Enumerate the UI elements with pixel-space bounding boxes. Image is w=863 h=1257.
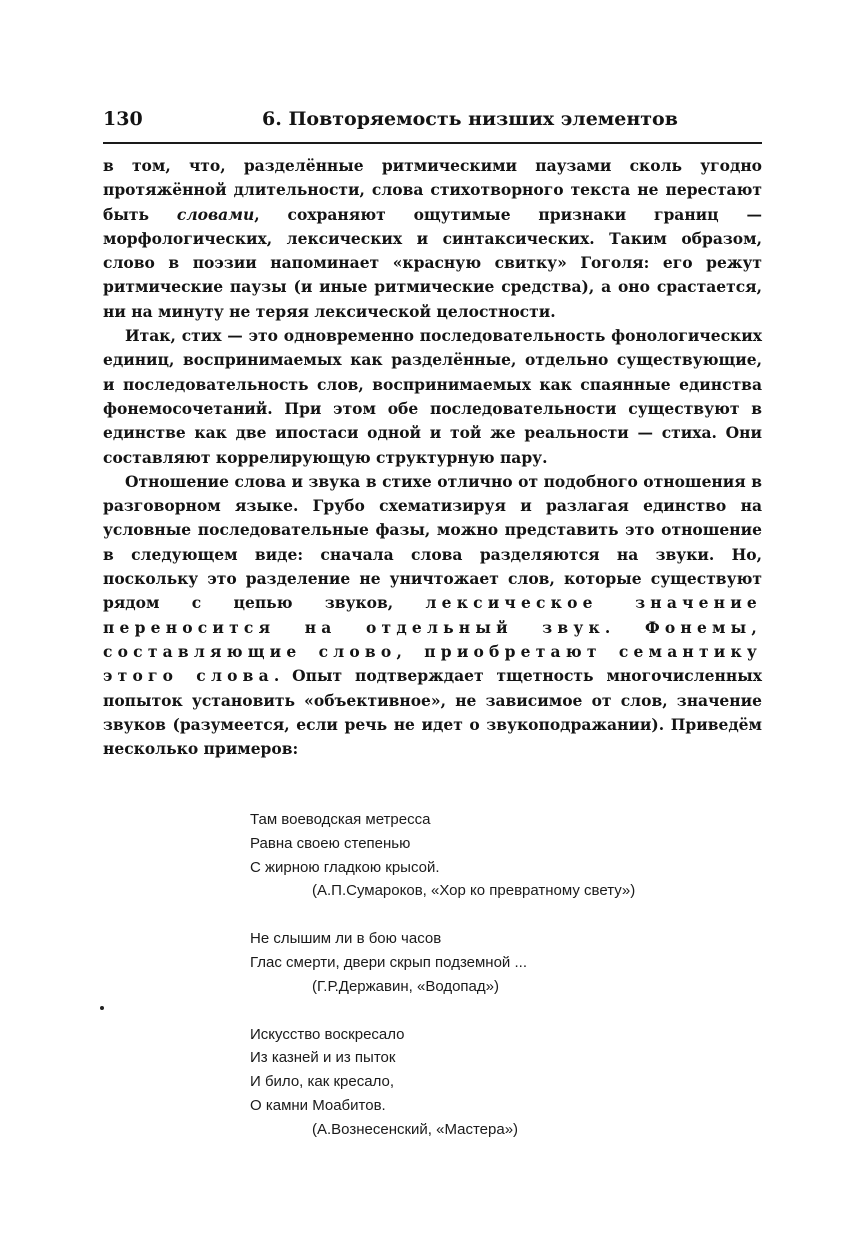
verse-line: И било, как кресало,: [250, 1073, 395, 1091]
running-title: 6. Повторяемость низших элементов: [262, 108, 678, 130]
page-header: [103, 108, 760, 132]
verse-line: Не слышим ли в бою часов: [250, 930, 442, 948]
poem-attribution: (А.П.Сумароков, «Хор ко превратному свету»): [312, 882, 636, 900]
verse-line: Из казней и из пыток: [250, 1049, 396, 1067]
verse-line: Там воеводская метресса: [250, 811, 431, 828]
page-number: 130: [103, 108, 143, 130]
verse-line: Равна своею степенью: [250, 834, 411, 852]
verse-line: О камни Моабитов.: [250, 1096, 386, 1114]
poem-sumarokov: [250, 808, 750, 903]
paragraph-3: Отношение слова и звука в стихе отлично от подобного отношения в разговорном языке. Грубо схематизируя и разлагая единство на условные последовательные фазы, можно представить это отношение в следующем виде: сначала слова разделяются на звуки. Но, поскольку это разделение не уничтожает слов, которые существуют рядом с цепью звуков, лексическое значение переносится на отдельный звук. Фонемы, составляющие слово, приобретают семантику этого слова. Опыт подтверждает тщетность многочисленных попыток установить «объективное», не зависимое от слов, значение звуков (разумеется, если речь не идет о звукоподражании). Приведём несколько примеров:: [103, 471, 762, 759]
verse-line: Глас смерти, двери скрып подземной ...: [250, 953, 527, 971]
poem-quotations: [250, 808, 750, 1166]
poem-voznesensky: [250, 1023, 750, 1142]
verse-line: Искусство воскресало: [250, 1025, 405, 1043]
paragraph-1: в том, что, разделённые ритмическими паузами сколь угодно протяжённой длительности, слова стихотворного текста не перестают быть словами, сохраняют ощутимые признаки границ — морфологических, лексических и синтаксических. Таким образом, слово в поэзии напоминает «красную свитку» Гоголя: его режут ритмические паузы (и иные ритмические средства), а оно срастается, ни на минуту не теряя лексической целостности.: [103, 156, 762, 321]
poem-attribution: (А.Вознесенский, «Мастера»): [312, 1120, 519, 1138]
poem-derzhavin: [250, 927, 750, 998]
body-text: [103, 154, 762, 761]
scan-speck: [100, 1006, 104, 1010]
poem-attribution: (Г.Р.Державин, «Водопад»): [312, 977, 499, 995]
header-rule: [103, 142, 762, 144]
paragraph-2: Итак, стих — это одновременно последовательность фонологических единиц, воспринимаемых как разделённые, отдельно существующие, и последовательность слов, воспринимаемых как спаянные единства фонемосочетаний. При этом обе последовательности существуют в единстве как две ипостаси одной и той же реальности — стиха. Они составляют коррелирующую структурную пару.: [103, 326, 762, 467]
verse-line: С жирною гладкою крысой.: [250, 858, 440, 876]
emphasis-word: словами: [176, 204, 255, 224]
spaced-emphasis: лексическое значение переносится на отдельный звук. Фонемы, составляющие слово, приобретают семантику этого слова: [103, 593, 762, 686]
